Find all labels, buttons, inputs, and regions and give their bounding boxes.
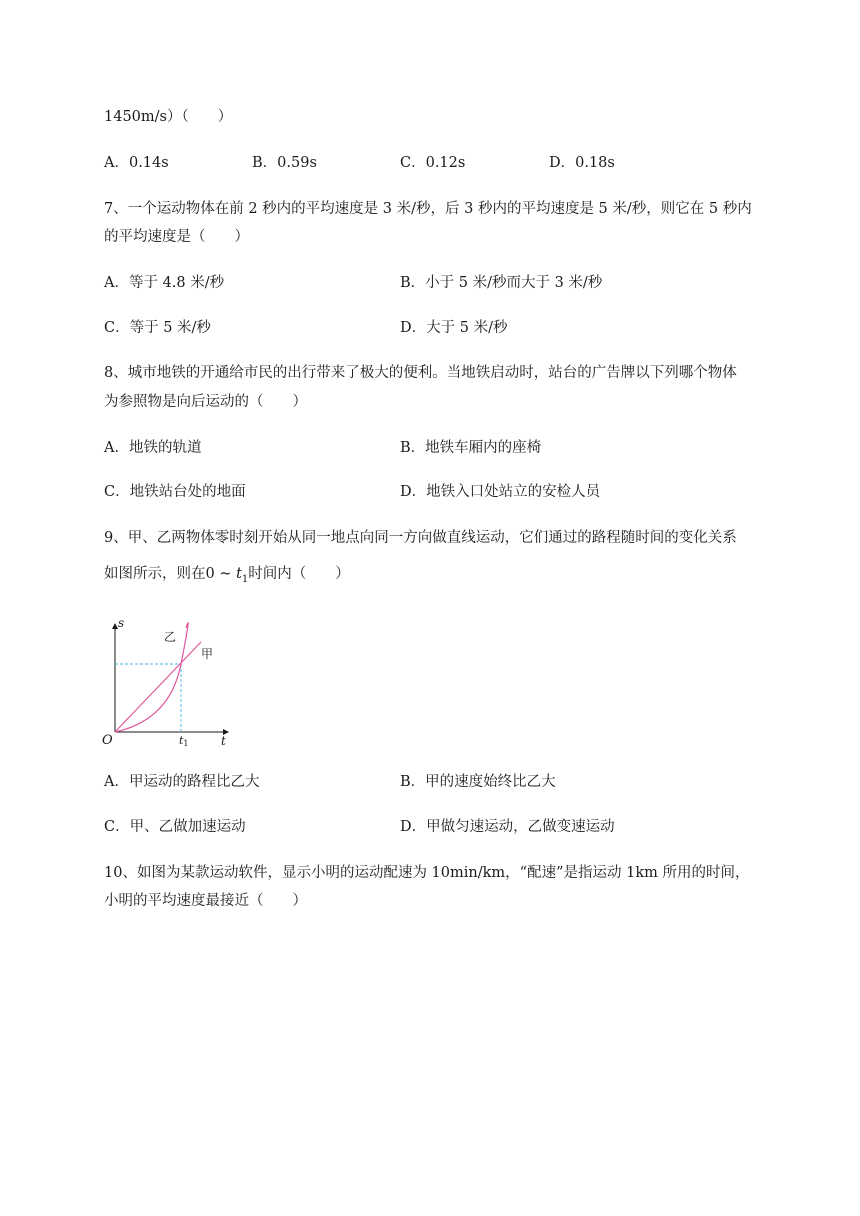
q7-option-d[interactable]: D．大于 5 米/秒 xyxy=(400,320,508,336)
q9-option-c[interactable]: C．甲、乙做加速运动 xyxy=(104,819,246,835)
q10-stem-line2: 小明的平均速度最接近（ ） xyxy=(104,893,307,909)
y-axis-label: s xyxy=(118,616,125,630)
q6-option-a[interactable]: A．0.14s xyxy=(104,155,169,171)
q6-option-c[interactable]: C．0.12s xyxy=(400,155,466,171)
t1-label xyxy=(179,734,189,748)
q9-stem-line1: 9、甲、乙两物体零时刻开始从同一地点向同一方向做直线运动，它们通过的路程随时间的变化关系 xyxy=(104,530,737,546)
q9-option-b[interactable]: B．甲的速度始终比乙大 xyxy=(400,774,556,790)
q8-option-c[interactable]: C．地铁站台处的地面 xyxy=(104,484,246,500)
curve-jia xyxy=(115,642,201,732)
q8-stem-line2: 为参照物是向后运动的（ ） xyxy=(104,394,307,410)
curve-yi xyxy=(115,623,188,732)
x-axis-label: t xyxy=(221,734,226,748)
q6-option-b[interactable]: B．0.59s xyxy=(252,155,317,171)
q7-option-a[interactable]: A．等于 4.8 米/秒 xyxy=(104,275,225,291)
curve-yi-label: 乙 xyxy=(164,630,177,644)
q8-stem-line1: 8、城市地铁的开通给市民的出行带来了极大的便利。当地铁启动时，站台的广告牌以下列哪个物体 xyxy=(104,365,737,381)
q10-stem-line1: 10、如图为某款运动软件，显示小明的运动配速为 10min/km，“配速”是指运动 1km 所用的时间， xyxy=(104,865,750,881)
q9-math-sub: 1 xyxy=(241,573,249,585)
q8-option-a[interactable]: A．地铁的轨道 xyxy=(104,440,202,456)
q9-option-a[interactable]: A．甲运动的路程比乙大 xyxy=(104,774,260,790)
q9-math-zero: 0 ~ xyxy=(205,566,237,582)
q9-stem-line2 xyxy=(104,564,350,590)
curve-jia-label: 甲 xyxy=(201,647,214,661)
t1-label-t: t xyxy=(179,734,184,747)
q8-option-d[interactable]: D．地铁入口处站立的安检人员 xyxy=(400,484,601,500)
q9-math-t: t xyxy=(236,566,242,582)
q7-stem-line2: 的平均速度是（ ） xyxy=(104,229,249,245)
q8-option-b[interactable]: B．地铁车厢内的座椅 xyxy=(400,440,542,456)
q6-option-d[interactable]: D．0.18s xyxy=(549,155,615,171)
q7-stem-line1: 7、一个运动物体在前 2 秒内的平均速度是 3 米/秒，后 3 秒内的平均速度是 5 米/秒，则它在 5 秒内 xyxy=(104,201,752,217)
q9-figure xyxy=(100,612,240,752)
q6-stem-tail: 1450m/s）（ ） xyxy=(104,109,233,125)
q9-stem-line2-pre: 如图所示，则在 xyxy=(104,566,206,582)
t1-label-sub: 1 xyxy=(183,739,189,748)
q9-stem-line2-post: 时间内（ ） xyxy=(248,566,350,582)
q9-option-d[interactable]: D．甲做匀速运动，乙做变速运动 xyxy=(400,819,615,835)
q7-option-b[interactable]: B．小于 5 米/秒而大于 3 米/秒 xyxy=(400,275,603,291)
q7-option-c[interactable]: C．等于 5 米/秒 xyxy=(104,320,211,336)
origin-label: O xyxy=(102,733,113,748)
